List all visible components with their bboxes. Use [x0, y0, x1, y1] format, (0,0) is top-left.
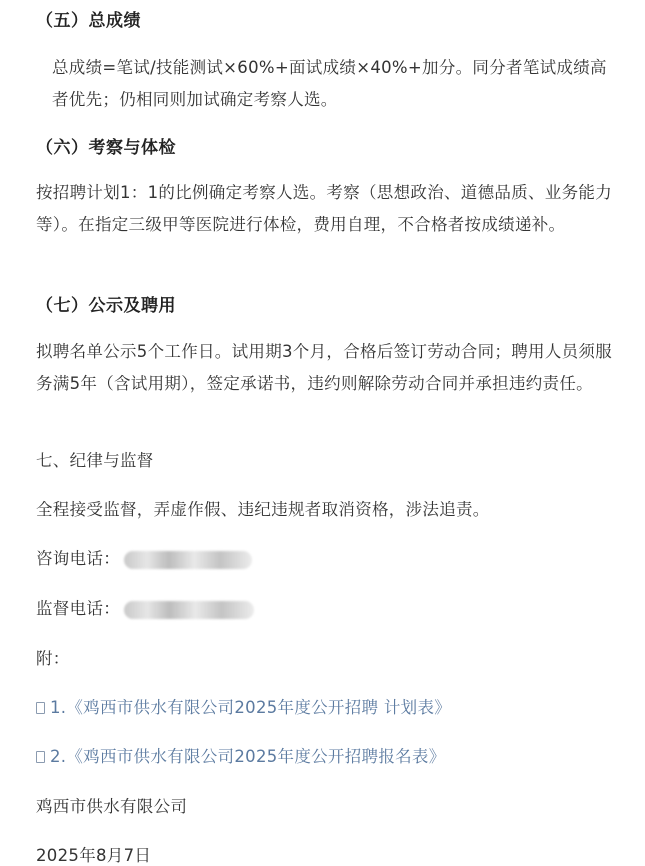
supervise-phone-label: 监督电话：: [36, 599, 120, 618]
section-heading-inspection: （六）考察与体检: [36, 138, 176, 158]
attachment-link-text: 1.《鸡西市供水有限公司2025年度公开招聘 计划表》: [50, 698, 452, 717]
consult-phone-label: 咨询电话：: [36, 549, 120, 568]
file-icon: [36, 751, 45, 763]
redacted-phone: [124, 601, 254, 619]
section-heading-publicity: （七）公示及聘用: [36, 296, 176, 316]
inspection-paragraph: 按招聘计划1：1的比例确定考察人选。考察（思想政治、道德品质、业务能力等）。在指定三级甲等医院进行体检，费用自理，不合格者按成绩递补。: [36, 183, 612, 234]
supervise-phone-row: [36, 595, 254, 619]
discipline-heading: 七、纪律与监督: [36, 451, 154, 470]
footer-date: 2025年8月7日: [36, 846, 152, 865]
publicity-paragraph: 拟聘名单公示5个工作日。试用期3个月，合格后签订劳动合同；聘用人员须服务满5年（含试用期），签定承诺书，违约则解除劳动合同并承担违约责任。: [36, 342, 612, 393]
discipline-paragraph: 全程接受监督，弄虚作假、违纪违规者取消资格，涉法追责。: [36, 500, 490, 519]
footer-org: 鸡西市供水有限公司: [36, 797, 188, 816]
total-score-paragraph: 总成绩=笔试/技能测试×60%+面试成绩×40%+加分。同分者笔试成绩高者优先；仍相同则加试确定考察人选。: [52, 58, 607, 109]
attachment-link-plan[interactable]: [36, 694, 451, 718]
attachment-link-form[interactable]: [36, 743, 446, 767]
attachments-label: 附：: [36, 649, 70, 668]
file-icon: [36, 702, 45, 714]
redacted-phone: [124, 551, 252, 569]
consult-phone-row: [36, 545, 252, 569]
section-heading-total-score: （五）总成绩: [36, 11, 141, 31]
attachment-link-text: 2.《鸡西市供水有限公司2025年度公开招聘报名表》: [50, 747, 446, 766]
